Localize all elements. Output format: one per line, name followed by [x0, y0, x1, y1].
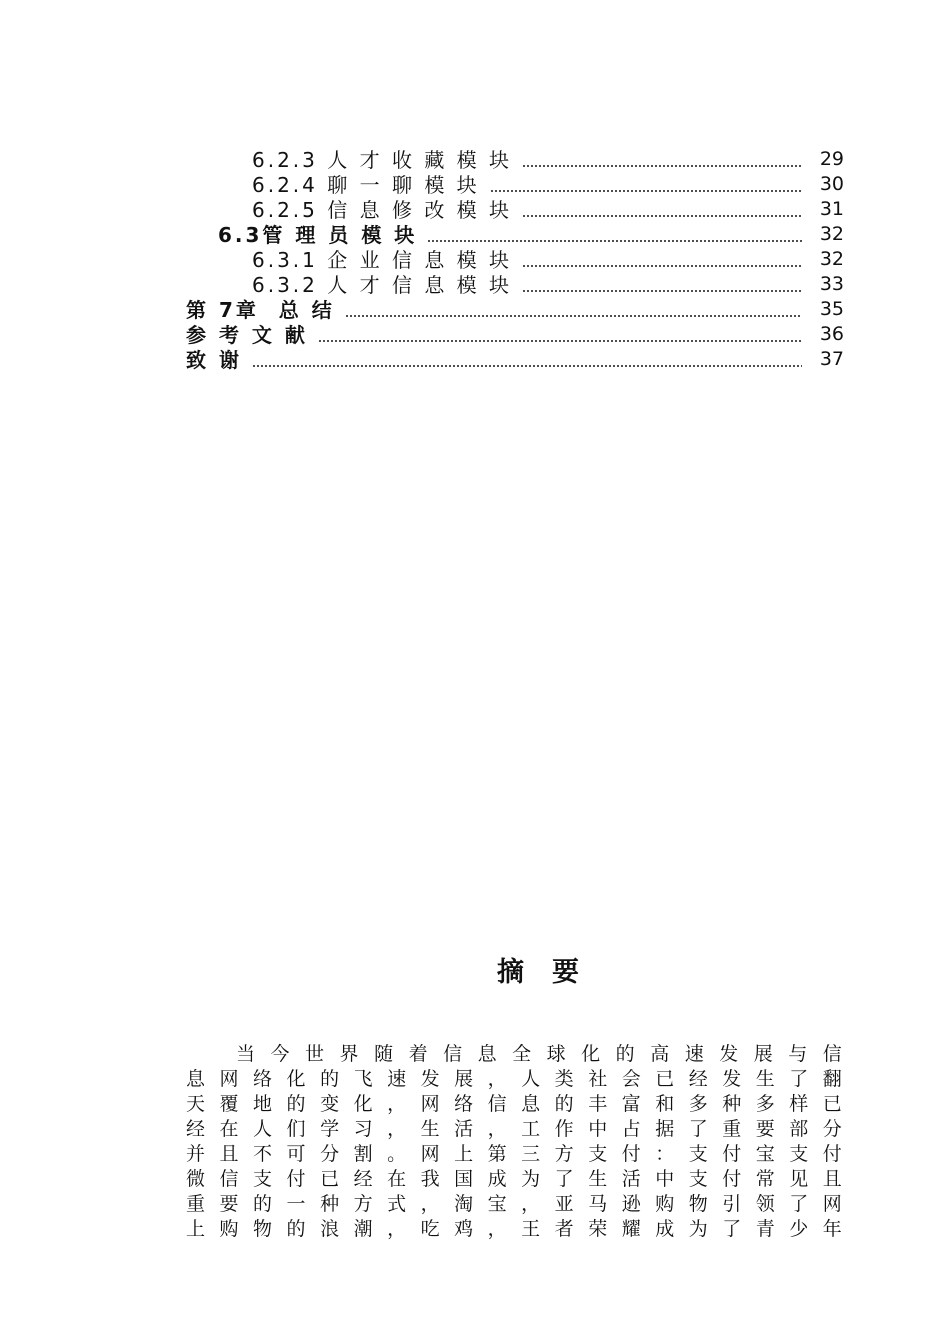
toc-page-number: 32	[819, 222, 844, 245]
abstract-line: 经 在 人 们 学 习 ， 生 活 ， 工 作 中 占 据 了 重 要 部 分	[186, 1118, 842, 1140]
toc-page-number: 37	[819, 347, 844, 370]
toc-leader-dots	[345, 315, 802, 317]
abstract-body	[186, 1042, 842, 1242]
toc-entry-label: 6.2.5 信 息 修 改 模 块	[252, 198, 513, 222]
toc-entry-label: 6.3.1 企 业 信 息 模 块	[252, 248, 513, 272]
abstract-line: 上 购 物 的 浪 潮 ， 吃 鸡 ， 王 者 荣 耀 成 为 了 青 少 年	[186, 1218, 842, 1240]
toc-page-number: 29	[819, 147, 844, 170]
toc-entry-label: 致 谢	[186, 348, 242, 372]
toc-leader-dots	[522, 215, 802, 217]
abstract-heading: 摘要	[497, 957, 607, 988]
toc-leader-dots	[427, 240, 802, 242]
toc-entry-label: 6.2.4 聊 一 聊 模 块	[252, 173, 480, 197]
toc-entry[interactable]	[252, 246, 844, 271]
toc-entry[interactable]	[252, 171, 844, 196]
toc-page-number: 30	[819, 172, 844, 195]
toc-entry[interactable]	[218, 221, 844, 246]
abstract-line: 息 网 络 化 的 飞 速 发 展 ， 人 类 社 会 已 经 发 生 了 翻	[186, 1068, 842, 1090]
toc-entry-label: 第 7章 总 结	[186, 298, 335, 322]
abstract-line: 天 覆 地 的 变 化 ， 网 络 信 息 的 丰 富 和 多 种 多 样 已	[186, 1093, 842, 1115]
toc-leader-dots	[490, 190, 802, 192]
toc-leader-dots	[522, 290, 802, 292]
abstract-line: 当 今 世 界 随 着 信 息 全 球 化 的 高 速 发 展 与 信	[236, 1043, 842, 1065]
toc-page-number: 33	[819, 272, 844, 295]
toc-page-number: 32	[819, 247, 844, 270]
abstract-line: 重 要 的 一 种 方 式 ， 淘 宝 ， 亚 马 逊 购 物 引 领 了 网	[186, 1193, 842, 1215]
toc-entry[interactable]	[186, 321, 844, 346]
abstract-line: 微 信 支 付 已 经 在 我 国 成 为 了 生 活 中 支 付 常 见 且	[186, 1168, 842, 1190]
toc-entry[interactable]	[186, 296, 844, 321]
toc-page-number: 31	[819, 197, 844, 220]
toc-leader-dots	[318, 340, 802, 342]
toc-leader-dots	[252, 365, 802, 367]
toc-entry-label: 6.3.2 人 才 信 息 模 块	[252, 273, 513, 297]
toc-entry[interactable]	[252, 271, 844, 296]
toc-entry-label: 6.2.3 人 才 收 藏 模 块	[252, 148, 513, 172]
toc-entry-label: 参 考 文 献	[186, 323, 308, 347]
toc-page-number: 35	[819, 297, 844, 320]
toc-entry-label: 6.3管 理 员 模 块	[218, 223, 418, 247]
toc-leader-dots	[522, 265, 802, 267]
toc-entry[interactable]	[252, 196, 844, 221]
toc-entry[interactable]	[252, 146, 844, 171]
toc-entry[interactable]	[186, 346, 844, 371]
abstract-line: 并 且 不 可 分 割 。 网 上 第 三 方 支 付 ： 支 付 宝 支 付	[186, 1143, 842, 1165]
toc-page-number: 36	[819, 322, 844, 345]
toc-leader-dots	[522, 165, 802, 167]
